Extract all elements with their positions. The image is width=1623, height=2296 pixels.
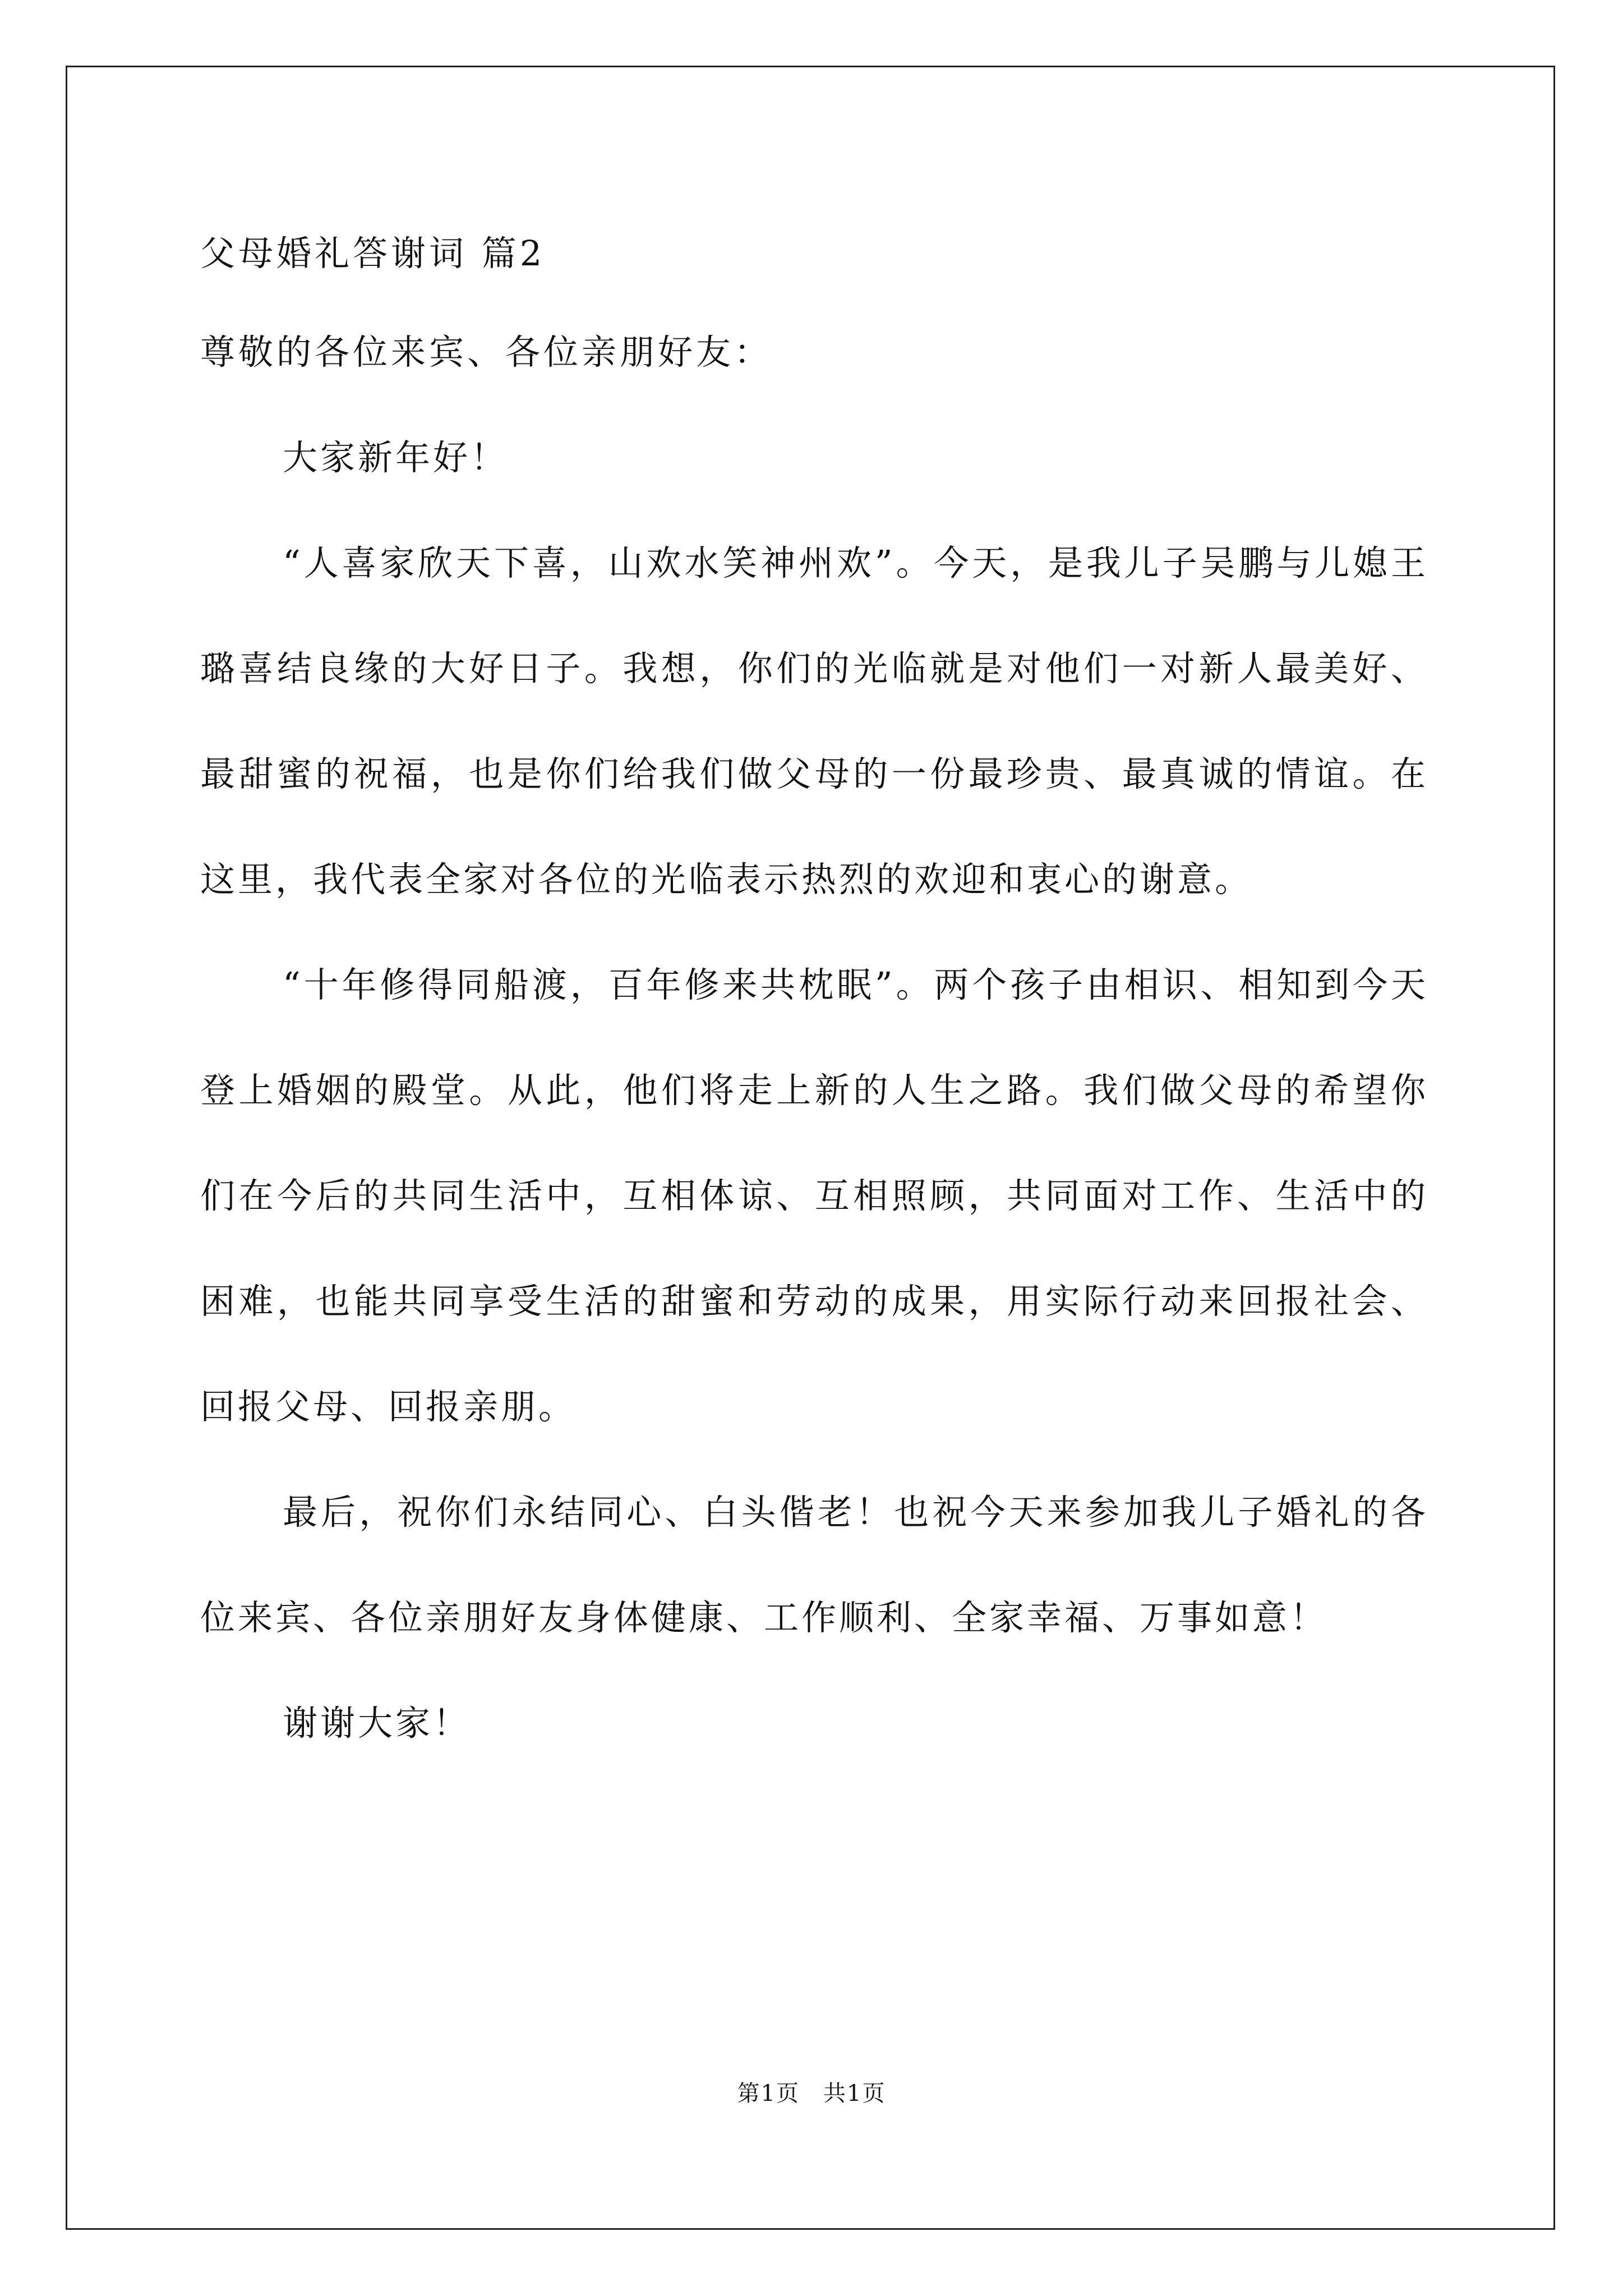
salutation: 尊敬的各位来宾、各位亲朋好友： <box>200 332 773 372</box>
page-number-footer: 第1页 共1页 <box>737 2081 886 2106</box>
paragraph-wishes-to-couple: “十年修得同船渡，百年修来共枕眠”。两个孩子由相识、相知到今天登上婚姻的殿堂。从此，他们将走上新的人生之路。我们做父母的希望你们在今后的共同生活中，互相体谅、互相照顾，共同面对工作、生活中的困难，也能共同享受生活的甜蜜和劳动的成果，用实际行动来回报社会、回报父母、回报亲朋。 <box>200 964 1428 1427</box>
paragraph-welcome: “人喜家欣天下喜，山欢水笑神州欢”。今天，是我儿子吴鹏与儿媳王璐喜结良缘的大好日子。我想，你们的光临就是对他们一对新人最美好、最甜蜜的祝福，也是你们给我们做父母的一份最珍贵、最真诚的情谊。在这里，我代表全家对各位的光临表示热烈的欢迎和衷心的谢意。 <box>200 542 1428 900</box>
document-title: 父母婚礼答谢词 篇2 <box>200 233 546 274</box>
paragraph-greeting: 大家新年好！ <box>283 437 509 478</box>
paragraph-thanks: 谢谢大家！ <box>283 1703 471 1743</box>
document-body <box>200 208 1428 1776</box>
paragraph-blessing: 最后，祝你们永结同心、白头偕老！也祝今天来参加我儿子婚礼的各位来宾、各位亲朋好友身体健康、工作顺利、全家幸福、万事如意！ <box>200 1492 1428 1638</box>
